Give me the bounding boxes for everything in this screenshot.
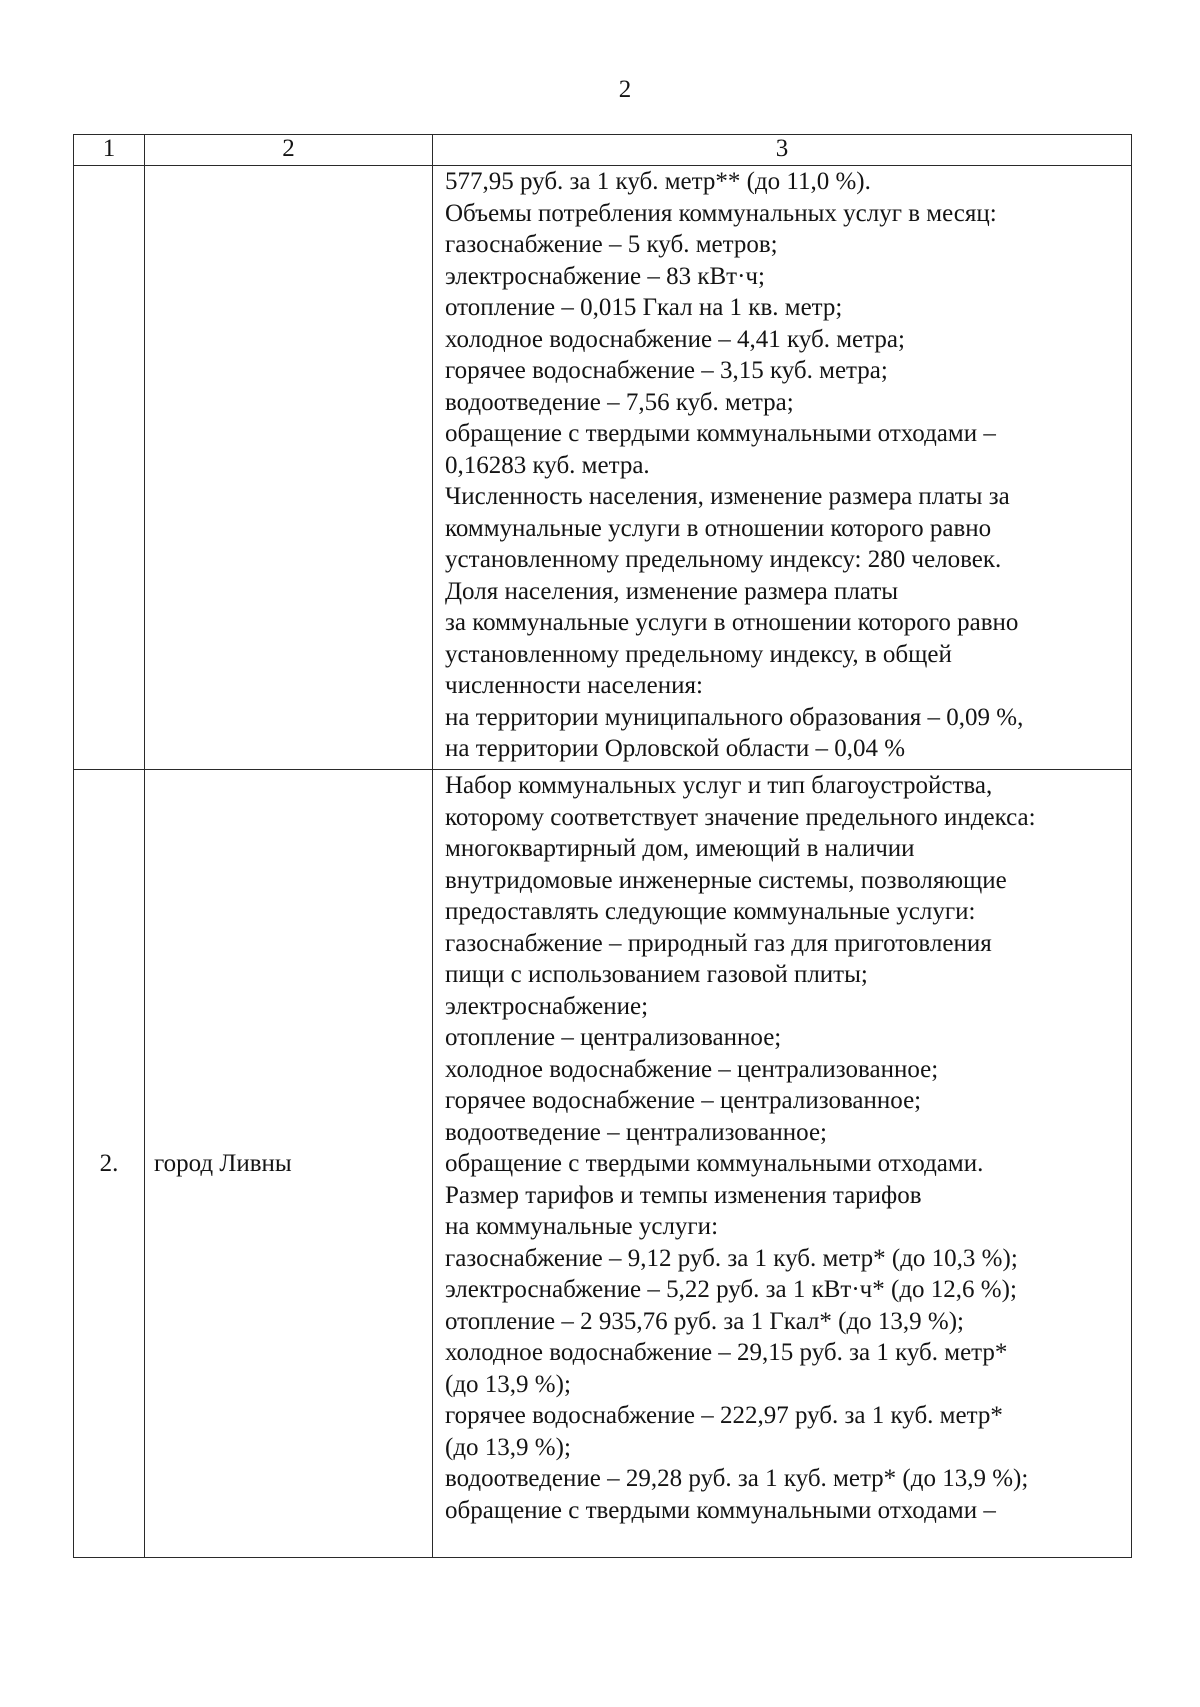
row-number-cell: 2. [74, 770, 145, 1558]
text-line: обращение с твердыми коммунальными отходами – [445, 420, 996, 447]
text-line: на территории Орловской области – 0,04 % [445, 735, 906, 762]
text-line: предоставлять следующие коммунальные услуги: [445, 898, 976, 925]
text-line: многоквартирный дом, имеющий в наличии [445, 835, 915, 862]
text-line: которому соответствует значение предельного индекса: [445, 803, 1036, 831]
text-line: холодное водоснабжение – 29,15 руб. за 1 куб. метр* [445, 1339, 1008, 1366]
text-line: на территории муниципального образования – 0,09 %, [445, 703, 1024, 731]
text-line: за коммунальные услуги в отношении которого равно [445, 609, 1019, 636]
text-line: установленному предельному индексу: 280 человек. [445, 546, 1002, 573]
table-row-livny [74, 770, 1132, 1558]
text-line: (до 13,9 %); [445, 1370, 571, 1398]
row-number-cell [74, 166, 145, 770]
header-col-2: 2 [145, 135, 433, 166]
text-line: отопление – централизованное; [445, 1024, 782, 1051]
text-line: Численность населения, изменение размера платы за [445, 483, 1010, 510]
text-line: горячее водоснабжение – 222,97 руб. за 1 куб. метр* [445, 1402, 1003, 1429]
text-line: 0,16283 куб. метра. [445, 451, 650, 479]
text-line: 577,95 руб. за 1 куб. метр** (до 11,0 %). [445, 168, 871, 195]
header-col-1: 1 [74, 135, 145, 166]
header-col-3: 3 [433, 135, 1132, 166]
text-line: электроснабжение – 83 кВт·ч; [445, 262, 765, 290]
municipality-name-cell [145, 166, 433, 770]
text-line: водоотведение – 29,28 руб. за 1 куб. метр* (до 13,9 %); [445, 1465, 1029, 1492]
description-cell [433, 166, 1132, 770]
text-line: (до 13,9 %); [445, 1433, 571, 1461]
description-lines [445, 166, 1127, 765]
text-line: холодное водоснабжение – 4,41 куб. метра; [445, 325, 905, 353]
text-line: горячее водоснабжение – централизованное; [445, 1087, 922, 1114]
text-line: обращение с твердыми коммунальными отходами. [445, 1150, 984, 1177]
table-row-continued [74, 166, 1132, 770]
text-line: Размер тарифов и темпы изменения тарифов [445, 1181, 922, 1209]
text-line: на коммунальные услуги: [445, 1213, 719, 1240]
text-line: установленному предельному индексу, в общей [445, 640, 952, 668]
tariff-table [73, 134, 1132, 1558]
text-line: отопление – 0,015 Гкал на 1 кв. метр; [445, 294, 843, 321]
text-line: обращение с твердыми коммунальными отходами – [445, 1496, 996, 1524]
text-line: численности населения: [445, 672, 703, 699]
page-number: 2 [618, 76, 632, 103]
text-line: водоотведение – централизованное; [445, 1118, 827, 1146]
text-line: водоотведение – 7,56 куб. метра; [445, 388, 794, 416]
description-lines [445, 770, 1127, 1526]
text-line: внутридомовые инженерные системы, позволяющие [445, 866, 1007, 894]
text-line: газоснабжение – 9,12 руб. за 1 куб. метр* (до 10,3 %); [445, 1244, 1018, 1272]
text-line: газоснабжение – природный газ для приготовления [445, 929, 992, 957]
text-line: Набор коммунальных услуг и тип благоустройства, [445, 772, 993, 799]
municipality-name-cell: город Ливны [145, 770, 433, 1558]
text-line: отопление – 2 935,76 руб. за 1 Гкал* (до 13,9 %); [445, 1307, 965, 1335]
table-header-row [74, 135, 1132, 166]
text-line: пищи с использованием газовой плиты; [445, 961, 868, 988]
text-line: Доля населения, изменение размера платы [445, 577, 899, 605]
text-line: электроснабжение – 5,22 руб. за 1 кВт·ч* (до 12,6 %); [445, 1276, 1017, 1303]
text-line: холодное водоснабжение – централизованное; [445, 1055, 939, 1083]
text-line: горячее водоснабжение – 3,15 куб. метра; [445, 357, 888, 384]
text-line: электроснабжение; [445, 992, 649, 1020]
text-line: коммунальные услуги в отношении которого равно [445, 514, 992, 542]
text-line: Объемы потребления коммунальных услуг в месяц: [445, 199, 997, 227]
description-cell [433, 770, 1132, 1558]
text-line: газоснабжение – 5 куб. метров; [445, 231, 778, 258]
